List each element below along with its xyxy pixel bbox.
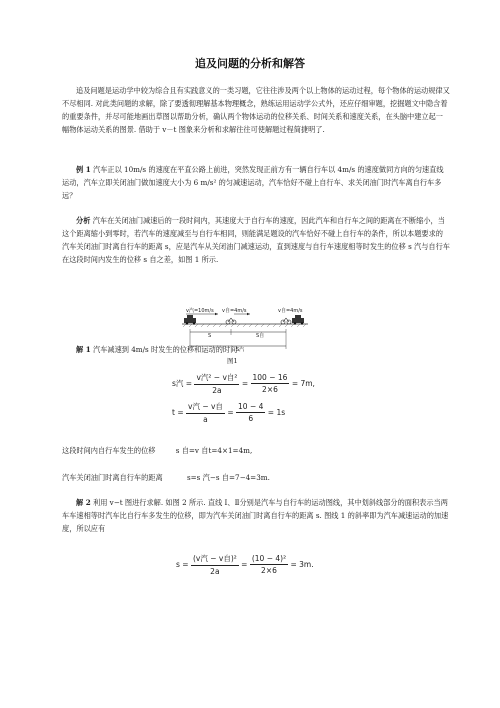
intro-paragraph: 追及问题是运动学中较为综合且有实践意义的一类习题，它往往涉及两个以上物体的运动过程，每个物体的运动规律又不尽相同. 对此类问题的求解，除了要透彻理解基本物理概念，熟练运用运动学公式外，还应仔细审题，挖掘题文中隐含着的重要条件，并尽可能地画出草图以帮助分析，确认两个物体运动的位移关系、时间关系和速度关系，在头脑中建立起一幅物体运动关系的图景. 借助于 v－t 图象来分析和求解往往可使解题过程简捷明了. <box>62 86 450 134</box>
bike-velocity-label-right: v自=4m/s <box>278 308 303 314</box>
formula-1-numerator-2: 100 − 16 <box>252 373 288 382</box>
distance-formula: s=s 汽−s 自=7−4=3m. <box>186 473 270 482</box>
formula-2-numerator: v汽 − v自 <box>186 401 225 414</box>
example-text: 汽车正以 10m/s 的速度在平直公路上前进，突然发现正前方有一辆自行车以 4m/s 的速度做同方向的匀速直线运动，汽车立即关闭油门做加速度大小为 6 m/s² 的匀减速运动，汽车恰好不碰上自行车、求关闭油门时汽车离自行车多远？ <box>62 165 444 200</box>
analysis-text: 汽车在关闭油门减速后的一段时间内，其速度大于自行车的速度，因此汽车和自行车之间的距离在不断缩小，当这个距离缩小到零时，若汽车的速度减至与自行车相同，则能满足题设的汽车恰好不碰上自行车的条件，所以本题要求的汽车关闭油门时离自行车的距离 s，应是汽车从关闭油门减速运动，直到速度与自行车速度相等时发生的位移 s 汽与自行车在这段时间内发生的位移 s 自之差，如图 1 所示. <box>62 216 450 264</box>
analysis-paragraph <box>62 214 450 266</box>
formula-2-denominator: a <box>203 415 208 424</box>
formula-2-denominator-2: 6 <box>248 414 254 423</box>
example-paragraph <box>62 163 450 202</box>
formula-1-equals: = <box>241 379 249 388</box>
bike-displacement-text: 这段时间内自行车发生的位移 <box>62 446 156 455</box>
formula-2-lhs: t = <box>172 408 184 417</box>
formula-2-numerator-2: 10 − 4 <box>238 402 264 411</box>
formula-3-result: = 3m. <box>290 560 314 569</box>
solution-1-label: 解 1 <box>76 345 91 354</box>
formula-1-denominator-2: 2×6 <box>262 385 278 394</box>
formula-1-numerator: v汽² − v自² <box>194 372 239 385</box>
formula-2-result: = 1s <box>267 408 286 417</box>
analysis-label: 分析 <box>76 216 91 225</box>
bike-displacement-line <box>62 446 252 456</box>
distance-text: 汽车关闭油门时离自行车的距离 <box>62 473 163 482</box>
formula-3-numerator-2: (10 − 4)² <box>251 554 287 563</box>
bike-velocity-label: v自=4m/s <box>222 308 247 314</box>
formula-3-denominator: 2a <box>210 567 220 576</box>
formula-1-denominator: 2a <box>212 386 222 395</box>
solution-2-paragraph <box>62 496 450 535</box>
formula-displacement <box>172 372 315 395</box>
car-icon-right <box>292 315 304 325</box>
solution-2-text: 利用 v−t 图进行求解. 如图 2 所示. 直线 Ⅰ、Ⅱ分别是汽车与自行车的运动图线，其中划斜线部分的面积表示当两车车速相等时汽车比自行车多发生的位移，即为汽车关闭油门时离自行车的距离 s. 图线 1 的斜率即为汽车减速运动的加速度，所以应有 <box>62 498 449 533</box>
solution-1-text: 汽车减速到 4m/s 时发生的位移和运动的时间 <box>93 345 238 354</box>
bike-displacement-formula: s 自=v 自t=4×1=4m, <box>175 446 253 455</box>
formula-3-equals: = <box>241 560 248 569</box>
distance-s-label: S <box>208 333 212 339</box>
distance-line <box>62 473 270 483</box>
example-label: 例 1 <box>76 165 91 174</box>
solution-1-heading <box>62 343 450 356</box>
figure-1-caption: 图1 <box>227 357 238 365</box>
formula-2-equals: = <box>227 408 234 417</box>
formula-3-denominator-2: 2×6 <box>261 566 277 575</box>
formula-1-result: = 7m, <box>291 379 315 388</box>
formula-3-numerator: (v汽 − v自)² <box>191 553 239 566</box>
bicycle-icon-right <box>281 318 291 324</box>
distance-s-bike-label: S自 <box>256 333 265 339</box>
car-velocity-label: v汽=10m/s <box>186 308 214 314</box>
formula-1-lhs: s汽 = <box>172 379 193 388</box>
formula-distance <box>176 553 314 576</box>
car-icon <box>184 315 196 325</box>
solution-2-label: 解 2 <box>76 498 91 507</box>
distance-s-car-label: S汽 <box>236 347 245 353</box>
page-title: 追及问题的分析和解答 <box>195 57 305 70</box>
bicycle-icon <box>226 318 236 324</box>
formula-3-lhs: s = <box>176 560 189 569</box>
formula-time <box>172 401 285 424</box>
